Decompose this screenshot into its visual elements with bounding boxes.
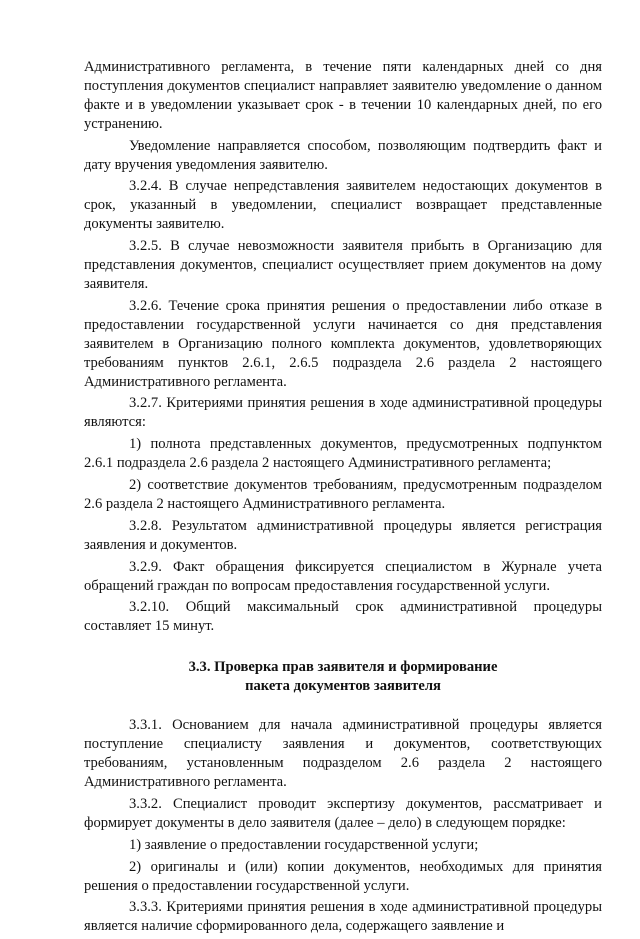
paragraph-3-2-7: 3.2.7. Критериями принятия решения в ходе административной процедуры являются: [84,395,602,431]
section-heading-3-3 [84,658,602,695]
paragraph-3-2-10: 3.2.10. Общий максимальный срок административной процедуры составляет 15 минут. [84,599,602,635]
paragraph-3-3-1: 3.3.1. Основанием для начала административной процедуры является поступление специалисту заявления и документов, соответствующих требованиям, установленным подразделом 2.6 раздела 2 настоящего Административного регламента. [84,717,602,790]
list-item-3-3-2-1: 1) заявление о предоставлении государственной услуги; [129,836,479,853]
paragraph-notification-method: Уведомление направляется способом, позволяющим подтвердить факт и дату вручения уведомления заявителю. [84,137,602,173]
list-item-3-2-7-2: 2) соответствие документов требованиям, предусмотренным подразделом 2.6 раздела 2 настоящего Административного регламента. [84,477,602,512]
paragraph-3-3-2: 3.3.2. Специалист проводит экспертизу документов, рассматривает и формирует документы в дело заявителя (далее – дело) в следующем порядке: [84,795,602,831]
paragraph-3-2-5: 3.2.5. В случае невозможности заявителя прибыть в Организацию для представления документов, специалист осуществляет прием документов на дому заявителя. [84,238,602,292]
section-heading-line-2: пакета документов заявителя [245,677,441,694]
paragraph-3-2-4: 3.2.4. В случае непредставления заявителем недостающих документов в срок, указанный в уведомлении, специалист возвращает представленные документы заявителю. [84,178,602,233]
list-item-3-3-2-2: 2) оригиналы и (или) копии документов, необходимых для принятия решения о предоставлении государственной услуги. [84,858,602,894]
paragraph-continuation: Административного регламента, в течение пяти календарных дней со дня поступления документов специалист направляет заявителю уведомление о данном факте и в уведомлении указывает срок - в течении 10 календарных дней, по его устранению. [84,59,602,132]
paragraph-3-3-3: 3.3.3. Критериями принятия решения в ходе административной процедуры является наличие сформированного дела, содержащего заявление и [84,899,602,935]
paragraph-3-2-9: 3.2.9. Факт обращения фиксируется специалистом в Журнале учета обращений граждан по вопросам предоставления государственной услуги. [84,558,602,594]
section-heading-line-1: 3.3. Проверка прав заявителя и формирование [188,659,498,676]
paragraph-3-2-8: 3.2.8. Результатом административной процедуры является регистрация заявления и документов. [84,517,602,553]
list-item-3-2-7-1: 1) полнота представленных документов, предусмотренных подпунктом 2.6.1 подраздела 2.6 раздела 2 настоящего Административного регламента; [84,436,602,472]
document-page [84,58,602,939]
paragraph-3-2-6: 3.2.6. Течение срока принятия решения о предоставлении либо отказе в предоставлении государственной услуги начинается со дня представления заявителем в Организацию полного комплекта документов, удовлетворяющих требованиям пунктов 2.6.1, 2.6.5 подраздела 2.6 раздела 2 настоящего Административного регламента. [84,297,602,390]
